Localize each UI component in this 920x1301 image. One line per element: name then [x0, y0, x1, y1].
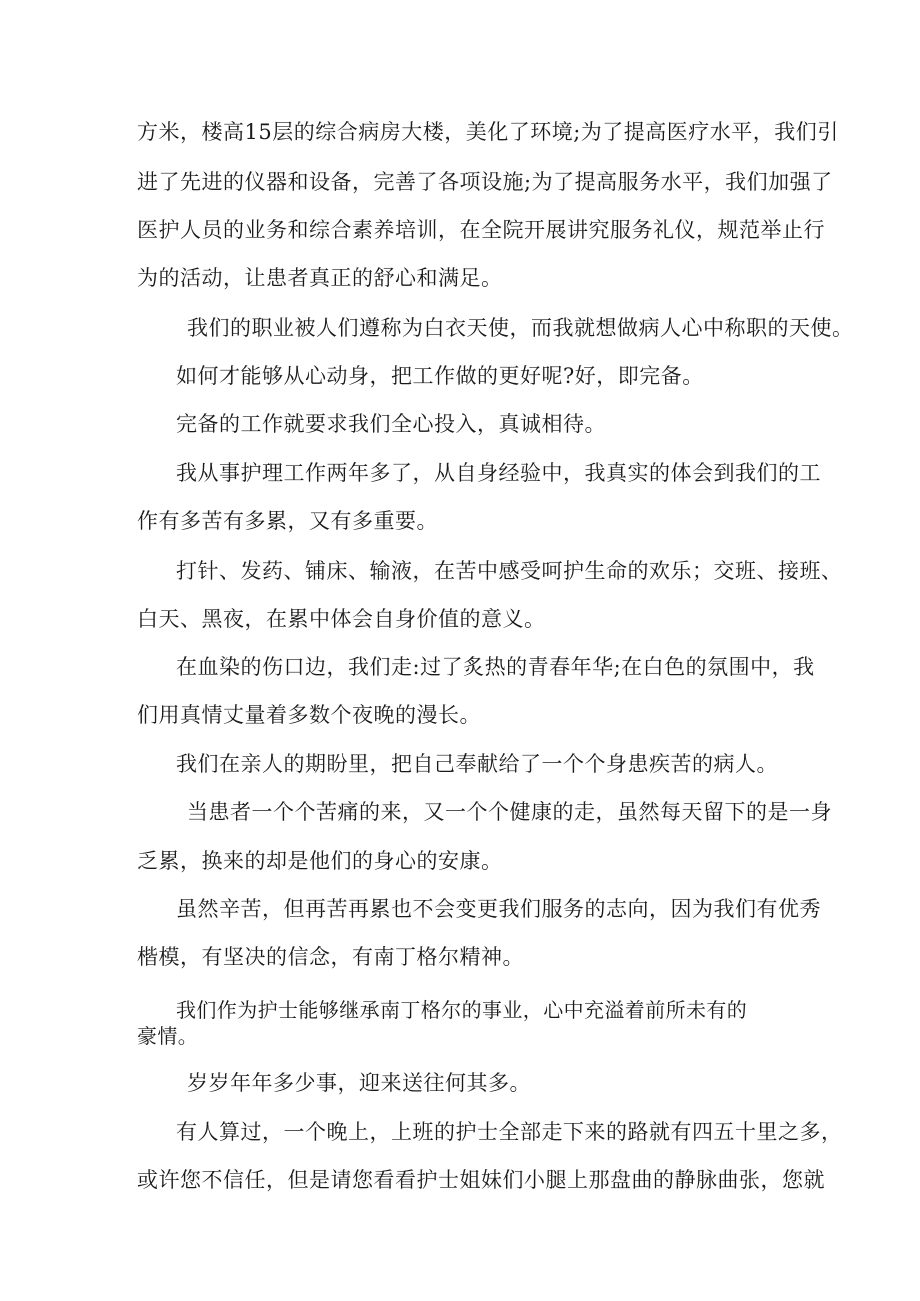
text-line-7: 完备的工作就要求我们全心投入，真诚相待。: [176, 412, 606, 436]
text-line-17: 虽然辛苦，但再苦再累也不会变更我们服务的志向，因为我们有优秀: [176, 897, 821, 921]
text-line-20: 豪情。: [137, 1024, 199, 1048]
text-line-5: 我们的职业被人们遵称为白衣天使，而我就想做病人心中称职的天使。: [187, 316, 854, 340]
text-line-11: 白天、黑夜，在累中体会自身价值的意义。: [137, 607, 546, 631]
text-line-22: 有人算过，一个晚上，上班的护士全部走下来的路就有四五十里之多，: [176, 1120, 843, 1144]
text-line-4: 为的活动，让患者真正的舒心和满足。: [137, 266, 503, 290]
text-line-2: 进了先进的仪器和设备，完善了各项设施;为了提高服务水平，我们加强了: [137, 170, 833, 194]
text-line-9: 作有多苦有多累，又有多重要。: [137, 509, 438, 533]
text-line-18: 楷模，有坚决的信念，有南丁格尔精神。: [137, 945, 524, 969]
text-line-13: 们用真情丈量着多数个夜晚的漫长。: [137, 703, 481, 727]
text-line-3: 医护人员的业务和综合素养培训，在全院开展讲究服务礼仪，规范举止行: [137, 218, 825, 242]
text-line-8: 我从事护理工作两年多了，从自身经验中，我真实的体会到我们的工: [176, 461, 821, 485]
text-line-16: 乏累，换来的却是他们的身心的安康。: [137, 849, 503, 873]
text-line-10: 打针、发药、铺床、输液，在苦中感受呵护生命的欢乐；交班、接班、: [176, 559, 843, 583]
text-line-21: 岁岁年年多少事，迎来送往何其多。: [187, 1071, 531, 1095]
text-line-1: 方米，楼高15层的综合病房大楼，美化了环境;为了提高医疗水平，我们引: [137, 120, 839, 144]
text-line-14: 我们在亲人的期盼里，把自己奉献给了一个个身患疾苦的病人。: [176, 752, 778, 776]
text-line-15: 当患者一个个苦痛的来，又一个个健康的走，虽然每天留下的是一身: [187, 800, 832, 824]
text-line-12: 在血染的伤口边，我们走:过了炙热的青春年华;在白色的氛围中，我: [176, 655, 815, 679]
text-line-19: 我们作为护士能够继承南丁格尔的事业，心中充溢着前所未有的: [176, 998, 748, 1022]
text-line-6: 如何才能够从心动身，把工作做的更好呢?好，即完备。: [176, 364, 704, 388]
text-line-23: 或许您不信任，但是请您看看护士姐妹们小腿上那盘曲的静脉曲张，您就: [137, 1168, 825, 1192]
